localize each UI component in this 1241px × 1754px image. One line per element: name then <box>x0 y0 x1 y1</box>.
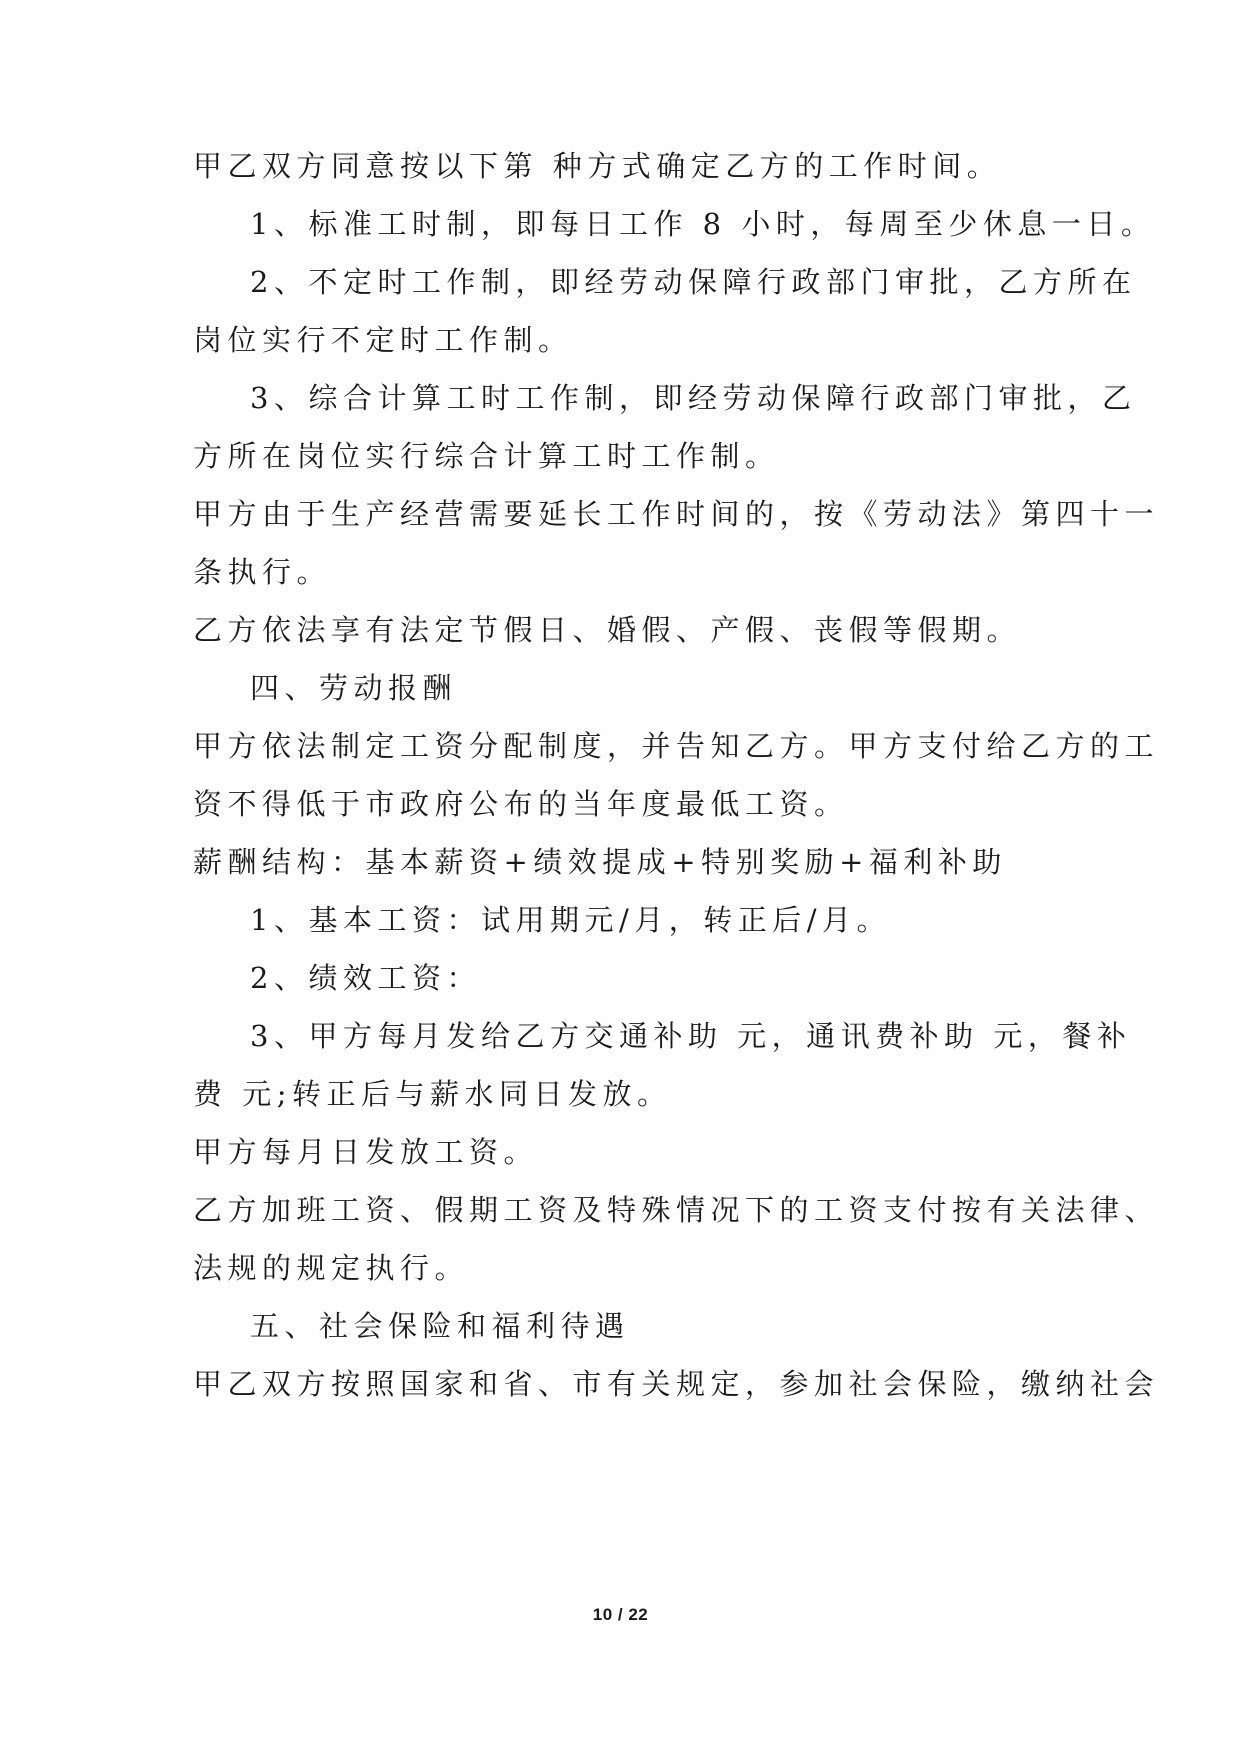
text-line: 法规的规定执行。 <box>193 1251 470 1285</box>
text-line: 方所在岗位实行综合计算工时工作制。 <box>193 439 780 473</box>
section-heading: 四、劳动报酬 <box>250 671 458 705</box>
text-line: 乙方依法享有法定节假日、婚假、产假、丧假等假期。 <box>193 613 1022 647</box>
text-line: 甲方由于生产经营需要延长工作时间的，按《劳动法》第四十一 <box>193 497 1160 531</box>
text-line: 薪酬结构：基本薪资+绩效提成+特别奖励+福利补助 <box>193 845 1007 879</box>
text-line: 2、绩效工资： <box>250 961 481 995</box>
text-line: 资不得低于市政府公布的当年度最低工资。 <box>193 787 849 821</box>
text-line: 甲乙双方同意按以下第 种方式确定乙方的工作时间。 <box>193 149 1002 183</box>
text-line: 甲方依法制定工资分配制度，并告知乙方。甲方支付给乙方的工 <box>193 729 1160 763</box>
text-line: 乙方加班工资、假期工资及特殊情况下的工资支付按有关法律、 <box>193 1193 1160 1227</box>
text-line: 甲乙双方按照国家和省、市有关规定，参加社会保险，缴纳社会 <box>193 1367 1160 1401</box>
text-line: 2、不定时工作制，即经劳动保障行政部门审批，乙方所在 <box>250 265 1137 299</box>
text-line: 甲方每月日发放工资。 <box>193 1135 539 1169</box>
text-line: 岗位实行不定时工作制。 <box>193 323 573 357</box>
text-line: 1、基本工资：试用期元/月，转正后/月。 <box>250 903 891 937</box>
text-line: 条执行。 <box>193 555 332 589</box>
text-line: 费 元;转正后与薪水同日发放。 <box>193 1077 672 1111</box>
text-line: 3、甲方每月发给乙方交通补助 元，通讯费补助 元，餐补 <box>250 1019 1132 1053</box>
text-line: 3、综合计算工时工作制，即经劳动保障行政部门审批，乙 <box>250 381 1137 415</box>
page-number: 10 / 22 <box>592 1605 649 1624</box>
section-heading: 五、社会保险和福利待遇 <box>250 1309 630 1343</box>
text-line: 1、标准工时制，即每日工作 8 小时，每周至少休息一日。 <box>250 207 1156 241</box>
